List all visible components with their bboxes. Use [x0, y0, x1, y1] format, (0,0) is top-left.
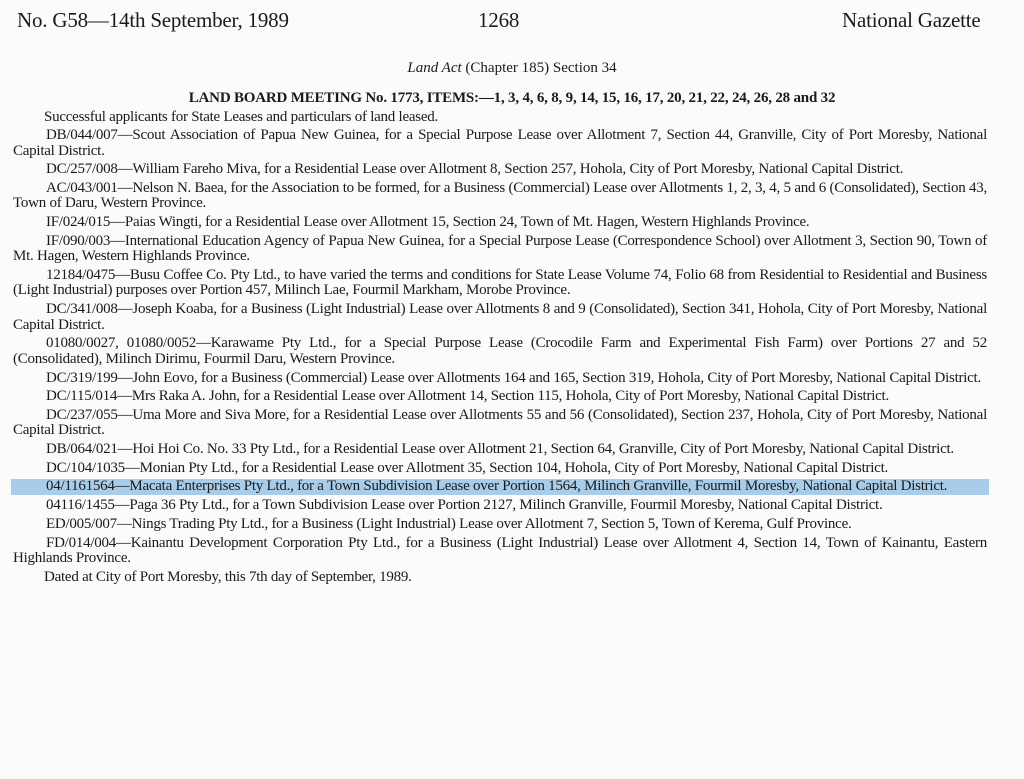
lease-entry: IF/024/015—Paias Wingti, for a Residential Lease over Allotment 15, Section 24, Town of Mt. Hagen, Western Highlands Province. [46, 214, 810, 231]
act-name: Land Act [407, 60, 462, 76]
lease-entry-highlighted: 04/1161564—Macata Enterprises Pty Ltd., for a Town Subdivision Lease over Portion 1564, Milinch Granville, Fourmil Moresby, National Capital District. [11, 479, 989, 495]
lease-entry: AC/043/001—Nelson N. Baea, for the Association to be formed, for a Business (Commercial) Lease over Allotments 1, 2, 3, 4, 5 and 6 (Consolidated), Section 43, Town of Daru, Western Province. [13, 179, 987, 212]
lease-entry: FD/014/004—Kainantu Development Corporation Pty Ltd., for a Business (Light Industrial) Lease over Allotment 4, Section 14, Town of Kainantu, Eastern Highlands Province. [13, 534, 987, 566]
lease-entry: 04116/1455—Paga 36 Pty Ltd., for a Town Subdivision Lease over Portion 2127, Milinch Granville, Fourmil Moresby, National Capital District. [46, 497, 883, 514]
act-section: (Chapter 185) Section 34 [461, 60, 617, 76]
lease-entry: ED/005/007—Nings Trading Pty Ltd., for a Business (Light Industrial) Lease over Allotment 7, Section 5, Town of Kerema, Gulf Province. [46, 515, 852, 532]
lease-entry: DB/044/007—Scout Association of Papua New Guinea, for a Special Purpose Lease over Allotment 7, Section 44, Granville, City of Port Moresby, National Capital District. [13, 127, 987, 159]
lease-entry: DC/257/008—William Fareho Miva, for a Residential Lease over Allotment 8, Section 257, Hohola, City of Port Moresby, National Capital District. [46, 161, 904, 178]
lease-entry: 01080/0027, 01080/0052—Karawame Pty Ltd., for a Special Purpose Lease (Crocodile Farm and Experimental Fish Farm) over Portions 27 and 52 (Consolidated), Milinch Dirimu, Fourmil Daru, Western Province. [13, 335, 987, 367]
dated-line: Dated at City of Port Moresby, this 7th day of September, 1989. [44, 568, 412, 585]
lease-entry: DC/237/055—Uma More and Siva More, for a Residential Lease over Allotments 55 and 56 (Consolidated), Section 237, Hohola, City of Port Moresby, National Capital District. [13, 406, 987, 439]
act-reference [0, 60, 1024, 77]
lease-entry: 12184/0475—Busu Coffee Co. Pty Ltd., to have varied the terms and conditions for State Lease Volume 74, Folio 68 from Residential to Residential and Business (Light Industrial) purposes over Portion 457, Milinch Lae, Fourmil Markham, Morobe Province. [13, 266, 987, 299]
publication-name: National Gazette [842, 8, 981, 32]
lease-entry: DC/115/014—Mrs Raka A. John, for a Residential Lease over Allotment 14, Section 115, Hohola, City of Port Moresby, National Capital District. [46, 388, 889, 405]
issue-number: No. G58—14th September, 1989 [17, 8, 289, 32]
intro-text: Successful applicants for State Leases and particulars of land leased. [44, 109, 439, 125]
lease-entries-list [11, 128, 989, 567]
lease-entry: DB/064/021—Hoi Hoi Co. No. 33 Pty Ltd., for a Residential Lease over Allotment 21, Section 64, Granville, City of Port Moresby, National Capital District. [46, 441, 954, 458]
meeting-title: LAND BOARD MEETING No. 1773, ITEMS:—1, 3, 4, 6, 8, 9, 14, 15, 16, 17, 20, 21, 22, 24, 26, 28 and 32 [188, 90, 836, 106]
lease-entry: IF/090/003—International Education Agency of Papua New Guinea, for a Special Purpose Lease (Correspondence School) over Allotment 3, Section 90, Town of Mt. Hagen, Western Highlands Province. [13, 232, 987, 265]
lease-entry: DC/104/1035—Monian Pty Ltd., for a Residential Lease over Allotment 35, Section 104, Hohola, City of Port Moresby, National Capital District. [46, 459, 888, 476]
lease-entry: DC/319/199—John Eovo, for a Business (Commercial) Lease over Allotments 164 and 165, Section 319, Hohola, City of Port Moresby, National Capital District. [46, 369, 981, 386]
lease-entry: DC/341/008—Joseph Koaba, for a Business (Light Industrial) Lease over Allotments 8 and 9 (Consolidated), Section 341, Hohola, City of Port Moresby, National Capital District. [13, 301, 987, 333]
page-number: 1268 [478, 8, 520, 32]
notice-body [11, 110, 989, 585]
